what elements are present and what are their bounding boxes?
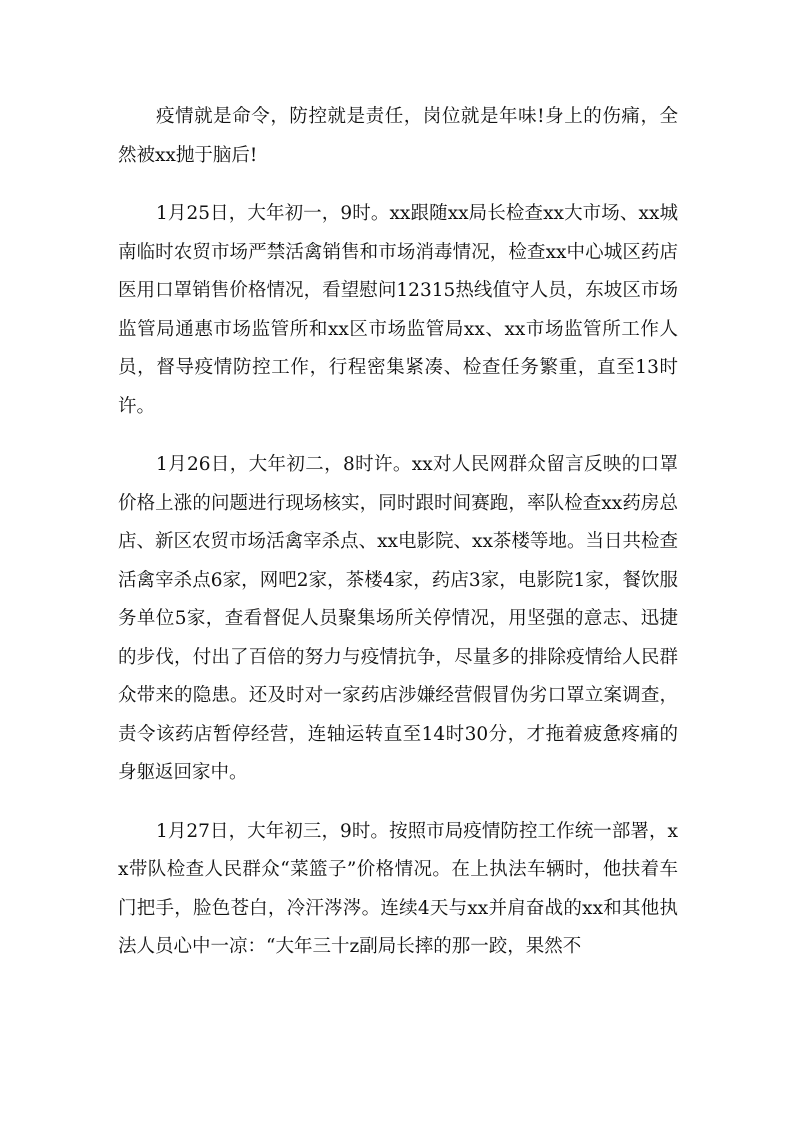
- paragraph-jan-25: 1月25日，大年初一，9时。xx跟随xx局长检查xx大市场、xx城南临时农贸市场严禁活禽销售和市场消毒情况，检查xx中心城区药店医用口罩销售价格情况，看望慰问12315热线值守人员，东坡区市场监管局通惠市场监管所和xx区市场监管局xx、xx市场监管所工作人员，督导疫情防控工作，行程密集紧凑、检查任务繁重，直至13时许。: [118, 203, 678, 417]
- paragraph-jan-27: 1月27日，大年初三，9时。按照市局疫情防控工作统一部署，xx带队检查人民群众“菜篮子”价格情况。在上执法车辆时，他扶着车门把手，脸色苍白，冷汗涔涔。连续4天与xx并肩奋战的xx和其他执法人员心中一凉：“大年三十z副局长摔的那一跤，果然不: [118, 820, 678, 957]
- paragraph-jan-26: 1月26日，大年初二，8时许。xx对人民网群众留言反映的口罩价格上涨的问题进行现场核实，同时跟时间赛跑，率队检查xx药房总店、新区农贸市场活禽宰杀点、xx电影院、xx茶楼等地。当日共检查活禽宰杀点6家，网吧2家，茶楼4家，药店3家，电影院1家，餐饮服务单位5家，查看督促人员聚集场所关停情况，用坚强的意志、迅捷的步伐，付出了百倍的努力与疫情抗争，尽量多的排除疫情给人民群众带来的隐患。还及时对一家药店涉嫌经营假冒伪劣口罩立案调查，责令该药店暂停经营，连轴运转直至14时30分，才拖着疲惫疼痛的身躯返回家中。: [118, 454, 678, 783]
- document-body: [118, 98, 678, 987]
- paragraph-intro: 疫情就是命令，防控就是责任，岗位就是年味!身上的伤痛，全然被xx抛于脑后!: [118, 106, 678, 166]
